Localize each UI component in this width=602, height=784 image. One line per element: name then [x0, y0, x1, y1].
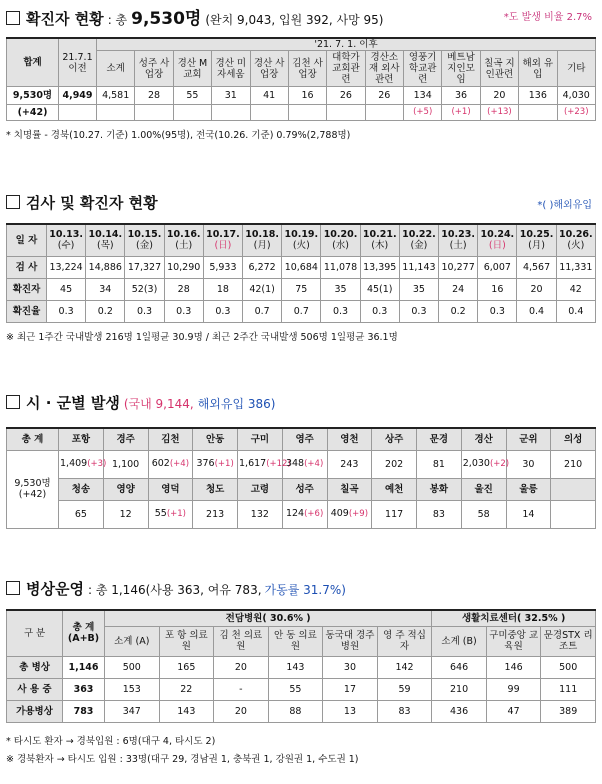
value-cell: 6,007 [478, 256, 517, 278]
value: 602 [151, 458, 170, 469]
weekday: (목) [97, 240, 114, 252]
column-header: 칠곡 지인관련 [480, 51, 518, 87]
value: 12 [119, 508, 132, 520]
value-cell: 500 [105, 656, 160, 678]
column-header: 성주 사업장 [135, 51, 173, 87]
region-name: 예천 [372, 478, 417, 500]
increase-cell [288, 105, 326, 121]
value-cell: 153 [105, 678, 160, 700]
value-cell: 5,933 [203, 256, 242, 278]
value-cell: 9,530명 [7, 87, 59, 105]
value-cell: 26 [365, 87, 403, 105]
value-cell: 0.2 [439, 300, 478, 322]
region-value [59, 450, 107, 478]
weekday: (日) [214, 240, 232, 252]
weekday: (火) [292, 240, 310, 252]
column-header: 대학가 교회관련 [327, 51, 365, 87]
value-cell: 59 [377, 678, 432, 700]
value-cell: 111 [541, 678, 596, 700]
value-cell: 13,224 [47, 256, 86, 278]
value-cell: 783 [63, 700, 105, 722]
value: 132 [250, 508, 269, 520]
region-value [148, 500, 193, 528]
region-value [506, 500, 551, 528]
region-value [327, 500, 372, 528]
value: 58 [477, 508, 490, 520]
subcolumn-header: 동국대 경주병원 [323, 626, 378, 656]
column-header: 소계 [97, 51, 135, 87]
total-increase: (+42) [18, 489, 47, 500]
value: 348 [285, 458, 305, 469]
value-cell: 0.4 [517, 300, 556, 322]
region-name: 울릉 [506, 478, 551, 500]
region-value [193, 500, 238, 528]
date-header [164, 224, 203, 256]
increase-cell: (+42) [7, 105, 59, 121]
value-cell: 99 [486, 678, 541, 700]
value-cell: 16 [288, 87, 326, 105]
region-value [59, 500, 104, 528]
weekday: (金) [410, 240, 428, 252]
header-date: 일 자 [7, 224, 47, 256]
increase-cell [327, 105, 365, 121]
increase: (+1) [214, 459, 234, 469]
value-cell: 18 [203, 278, 242, 300]
date: 10.25. [519, 229, 554, 241]
value-cell: 1,146 [63, 656, 105, 678]
column-header: 경산소재 외사관련 [365, 51, 403, 87]
increase: (+3) [87, 459, 107, 469]
value-cell: 646 [432, 656, 487, 678]
weekday: (木) [371, 240, 389, 252]
value-cell: 88 [268, 700, 323, 722]
value-cell: 47 [486, 700, 541, 722]
date: 10.13. [49, 229, 83, 241]
weekday: (土) [449, 240, 467, 252]
region-name: 고령 [238, 478, 283, 500]
section-regions [6, 392, 596, 529]
column-header: 경산 M교회 [173, 51, 211, 87]
weekday: (수) [57, 240, 75, 252]
region-value [372, 450, 417, 478]
value-cell: 0.3 [203, 300, 242, 322]
region-value [551, 500, 596, 528]
region-name: 영덕 [148, 478, 193, 500]
value: 376 [196, 458, 215, 469]
value-cell: 146 [486, 656, 541, 678]
region-name: 봉화 [417, 478, 462, 500]
subcolumn-header: 안 동 의료원 [268, 626, 323, 656]
region-name: 칠곡 [327, 478, 372, 500]
increase-cell: (+5) [404, 105, 442, 121]
increase: (+4) [169, 459, 190, 469]
date-header [321, 224, 360, 256]
table-row [7, 700, 596, 722]
column-header: 경산 미자세움 [212, 51, 250, 87]
section-beds [6, 578, 596, 765]
value-cell: 20 [517, 278, 556, 300]
date-header [439, 224, 478, 256]
weekday: (月) [253, 240, 271, 252]
value-cell: 52(3) [125, 278, 164, 300]
table-row [7, 678, 596, 700]
outbound-note: ※ 경북환자 → 타시도 입원 : 33명(대구 29, 경남권 1, 충북권 1, 강원권 1, 수도권 1) [6, 753, 359, 765]
section-title: 병상운영 [26, 580, 84, 598]
date: 10.17. [206, 229, 240, 241]
increase-cell [173, 105, 211, 121]
region-value [417, 500, 462, 528]
fatality-note: * 치명률 - 경북(10.27. 기준) 1.00%(95명), 전국(10.26. 기준) 0.79%(2,788명) [6, 130, 351, 141]
region-value [103, 500, 148, 528]
value-cell: 0.3 [47, 300, 86, 322]
increase-cell: (+1) [442, 105, 480, 121]
region-value [551, 450, 596, 478]
checkbox-square-icon [6, 11, 20, 25]
value-cell: 20 [214, 656, 269, 678]
date-header [47, 224, 86, 256]
value-cell: 0.7 [282, 300, 321, 322]
header-division: 구 분 [7, 610, 63, 656]
value-cell: 14,886 [86, 256, 125, 278]
date: 10.14. [88, 229, 123, 241]
subcolumn-header: 구미중앙 교육원 [486, 626, 541, 656]
increase-cell [212, 105, 250, 121]
value-cell: 17 [323, 678, 378, 700]
value-cell: 13 [323, 700, 378, 722]
subcolumn-header: 소계 (A) [105, 626, 160, 656]
regions-table [6, 427, 596, 529]
value-cell: 83 [377, 700, 432, 722]
value: 409 [330, 508, 349, 519]
date-header [125, 224, 164, 256]
section-title: 시 · 군별 발생 [26, 394, 120, 412]
region-name: 영주 [282, 428, 327, 450]
region-name: 청도 [193, 478, 238, 500]
value-cell: 0.3 [360, 300, 399, 322]
column-header: 해외 유입 [519, 51, 557, 87]
weekday: (火) [567, 240, 585, 252]
value-cell: 45(1) [360, 278, 399, 300]
value: 243 [340, 458, 359, 470]
region-ratio-note: *도 발생 비율 2.7% [503, 12, 592, 23]
header-total: 총 계 (A+B) [63, 610, 105, 656]
overseas-note: *( )해외유입 [537, 200, 592, 211]
value-cell: 143 [268, 656, 323, 678]
region-name: 청송 [59, 478, 104, 500]
date: 10.19. [284, 229, 319, 241]
value-cell: 28 [164, 278, 203, 300]
increase-cell: (+13) [480, 105, 518, 121]
total-value [7, 450, 59, 528]
value-cell: 35 [399, 278, 438, 300]
value-cell: 13,395 [360, 256, 399, 278]
operation-rate: 가동률 31.7%) [264, 583, 346, 597]
value-cell: 4,030 [557, 87, 596, 105]
section-title: 확진자 현황 [26, 10, 104, 28]
beds-summary: : 총 1,146(사용 363, 여유 783, [87, 583, 262, 597]
region-value [238, 500, 283, 528]
checkbox-square-icon [6, 395, 20, 409]
value-cell: 22 [159, 678, 214, 700]
value: 83 [432, 508, 445, 520]
value-cell: 10,277 [439, 256, 478, 278]
date-header [478, 224, 517, 256]
increase-cell [135, 105, 173, 121]
value-cell: 28 [135, 87, 173, 105]
value-cell: 4,949 [59, 87, 97, 105]
subcolumn-header: 문경STX 리조트 [541, 626, 596, 656]
region-value [103, 450, 148, 478]
value-cell: 210 [432, 678, 487, 700]
value: 213 [206, 508, 225, 520]
date-header [399, 224, 438, 256]
region-value [461, 500, 506, 528]
region-name [551, 478, 596, 500]
date: 10.21. [362, 229, 397, 241]
table-row [7, 656, 596, 678]
value-cell: 0.3 [478, 300, 517, 322]
value-cell: 11,078 [321, 256, 360, 278]
value-cell: 30 [323, 656, 378, 678]
value-cell: 134 [404, 87, 442, 105]
region-name: 문경 [417, 428, 462, 450]
value-cell: 0.7 [243, 300, 282, 322]
value-cell: 41 [250, 87, 288, 105]
increase: (+4) [304, 459, 324, 469]
value-cell: 500 [541, 656, 596, 678]
region-name: 안동 [193, 428, 238, 450]
value-cell: 45 [47, 278, 86, 300]
value-cell: 0.2 [86, 300, 125, 322]
confirmed-table [6, 37, 596, 121]
value-cell: 0.4 [556, 300, 595, 322]
value-cell: 34 [86, 278, 125, 300]
header-hospitals: 전담병원( 30.6% ) [105, 610, 432, 626]
value-cell: 36 [442, 87, 480, 105]
row-label: 확진율 [7, 300, 47, 322]
date: 10.16. [166, 229, 201, 241]
inbound-note: * 타시도 환자 → 경북입원 : 6명(대구 4, 타시도 2) [6, 735, 216, 747]
increase-cell [97, 105, 135, 121]
region-value [417, 450, 462, 478]
column-header: 기타 [557, 51, 596, 87]
header-before: 21.7.1 이전 [59, 38, 97, 87]
date-header [282, 224, 321, 256]
value-cell: 4,567 [517, 256, 556, 278]
value-cell: 24 [439, 278, 478, 300]
value: 30 [522, 458, 535, 470]
summary-prefix: : 총 [107, 13, 128, 27]
date: 10.24. [480, 229, 515, 241]
date: 10.15. [127, 229, 162, 241]
weekday: (日) [488, 240, 506, 252]
value: 81 [432, 458, 445, 470]
value-cell: 4,581 [97, 87, 135, 105]
row-label: 가용병상 [7, 700, 63, 722]
region-name: 군위 [506, 428, 551, 450]
value-cell: 11,143 [399, 256, 438, 278]
domestic-count: (국내 9,144, [123, 397, 194, 411]
increase: (+2) [489, 459, 510, 469]
region-value [506, 450, 551, 478]
value-cell: 31 [212, 87, 250, 105]
checkbox-square-icon [6, 581, 20, 595]
subcolumn-header: 포 항 의료원 [159, 626, 214, 656]
region-name: 김천 [148, 428, 193, 450]
date: 10.26. [558, 229, 593, 241]
value-cell: 55 [173, 87, 211, 105]
region-value [461, 450, 510, 478]
value-cell: 0.3 [321, 300, 360, 322]
value-cell: 0.3 [164, 300, 203, 322]
date-header [360, 224, 399, 256]
summary-detail: (완치 9,043, 입원 392, 사망 95) [205, 13, 384, 27]
value-cell: 75 [282, 278, 321, 300]
increase: (+9) [348, 509, 369, 519]
increase-cell [59, 105, 97, 121]
region-name: 의성 [551, 428, 596, 450]
value-cell: 136 [519, 87, 557, 105]
value: 2,030 [462, 458, 490, 469]
region-value [372, 500, 417, 528]
region-name: 상주 [372, 428, 417, 450]
region-name: 성주 [282, 478, 327, 500]
subcolumn-header: 소계 (B) [432, 626, 487, 656]
weekday: (金) [136, 240, 153, 252]
row-label: 확진자 [7, 278, 47, 300]
value-cell: 10,684 [282, 256, 321, 278]
column-header: 김천 사업장 [288, 51, 326, 87]
value: 210 [564, 458, 583, 470]
region-name: 경산 [461, 428, 506, 450]
increase-cell: (+23) [557, 105, 596, 121]
date-header [556, 224, 595, 256]
value-cell: 55 [268, 678, 323, 700]
value-cell: 42 [556, 278, 595, 300]
total-count: 9,530명 [131, 9, 202, 29]
value: 65 [74, 508, 87, 520]
header-after: '21. 7. 1. 이후 [97, 38, 596, 51]
value: 117 [385, 508, 404, 520]
date-header [243, 224, 282, 256]
increase: (+1) [166, 509, 186, 519]
value-cell: 42(1) [243, 278, 282, 300]
section-title: 검사 및 확진자 현황 [26, 194, 158, 212]
value-cell: 17,327 [125, 256, 164, 278]
beds-table [6, 609, 596, 723]
weekday: (水) [332, 240, 349, 252]
row-label: 검 사 [7, 256, 47, 278]
value-cell: 16 [478, 278, 517, 300]
value-cell: 6,272 [243, 256, 282, 278]
row-label: 총 병상 [7, 656, 63, 678]
value-cell: 363 [63, 678, 105, 700]
value-cell: 35 [321, 278, 360, 300]
weekday: (土) [175, 240, 193, 252]
date-header [517, 224, 556, 256]
checkbox-square-icon [6, 195, 20, 209]
value: 124 [285, 508, 305, 519]
value-cell: 142 [377, 656, 432, 678]
total-label: 총 계 [7, 428, 59, 450]
value-cell: 20 [480, 87, 518, 105]
date: 10.23. [441, 229, 475, 241]
weekday: (月) [528, 240, 545, 252]
overseas-count: 해외유입 386) [197, 397, 276, 411]
value-cell: 20 [214, 700, 269, 722]
region-name: 경주 [103, 428, 148, 450]
region-name: 영양 [103, 478, 148, 500]
tests-table [6, 223, 596, 323]
row-label: 사 용 중 [7, 678, 63, 700]
header-total: 합계 [7, 38, 59, 87]
value-cell: 0.3 [125, 300, 164, 322]
region-value [282, 450, 327, 478]
increase-cell [519, 105, 557, 121]
value: 14 [522, 508, 535, 520]
region-name: 영천 [327, 428, 372, 450]
value-cell: 436 [432, 700, 487, 722]
header-centers: 생활치료센터( 32.5% ) [432, 610, 596, 626]
value-cell: - [214, 678, 269, 700]
weekly-note: ※ 최근 1주간 국내발생 216명 1일평균 30.9명 / 최근 2주간 국내발생 506명 1일평균 36.1명 [6, 331, 398, 343]
section-confirmed [6, 4, 596, 141]
region-name: 포항 [59, 428, 104, 450]
region-name: 울진 [461, 478, 506, 500]
value: 1,100 [112, 458, 140, 470]
subcolumn-header: 영 주 적십자 [377, 626, 432, 656]
subcolumn-header: 김 천 의료원 [214, 626, 269, 656]
region-value [238, 450, 291, 478]
value-cell: 347 [105, 700, 160, 722]
increase-cell [250, 105, 288, 121]
value-cell: 0.3 [399, 300, 438, 322]
increase: (+12) [266, 459, 291, 469]
value: 202 [385, 458, 404, 470]
value-cell: 143 [159, 700, 214, 722]
region-value [193, 450, 238, 478]
date: 10.22. [402, 229, 436, 241]
value-cell: 11,331 [556, 256, 595, 278]
column-header: 베트남 지인모임 [442, 51, 480, 87]
increase: (+6) [304, 509, 324, 519]
value-cell: 26 [327, 87, 365, 105]
date: 10.18. [245, 229, 279, 241]
column-header: 영풍기 학교관련 [404, 51, 442, 87]
value: 55 [154, 508, 167, 519]
region-value [148, 450, 193, 478]
value-cell: 389 [541, 700, 596, 722]
value: 1,409 [60, 458, 88, 469]
column-header: 경산 사업장 [250, 51, 288, 87]
value-cell: 10,290 [164, 256, 203, 278]
value: 1,617 [239, 458, 267, 469]
date-header [203, 224, 242, 256]
total-count: 9,530명 [14, 478, 51, 489]
section-tests [6, 192, 596, 343]
region-value [327, 450, 372, 478]
date: 10.20. [323, 229, 358, 241]
date-header [86, 224, 125, 256]
region-value [282, 500, 327, 528]
region-name: 구미 [238, 428, 283, 450]
increase-cell [365, 105, 403, 121]
value-cell: 165 [159, 656, 214, 678]
